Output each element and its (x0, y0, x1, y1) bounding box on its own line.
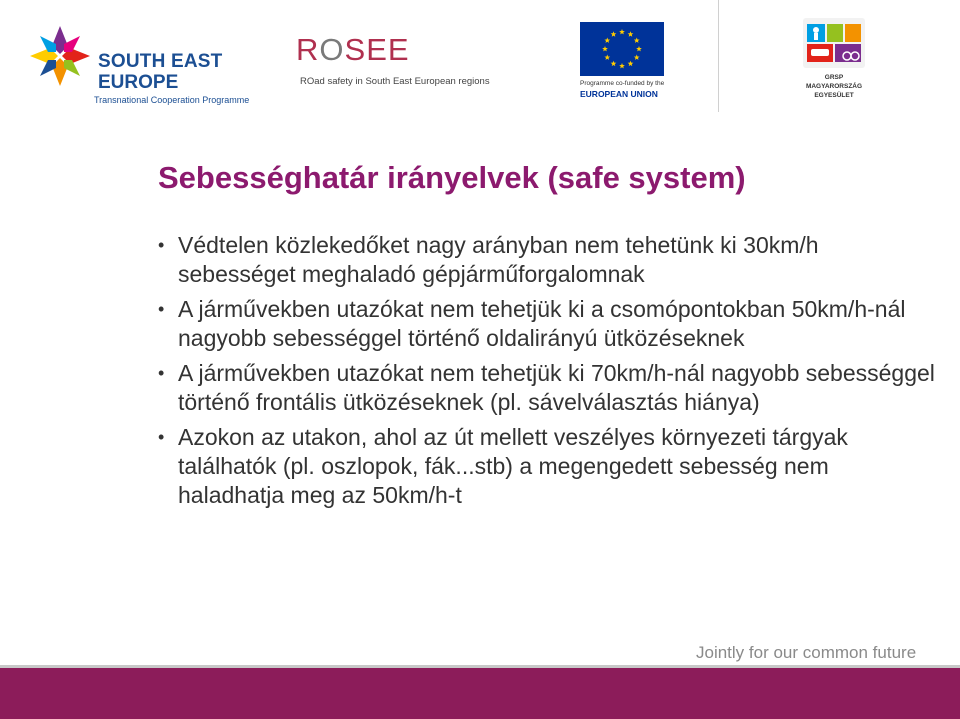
bullet-dot-icon: • (158, 299, 165, 319)
eu-star-icon (636, 46, 642, 51)
bullet-dot-icon: • (158, 427, 165, 447)
eu-star-icon (604, 38, 610, 43)
bullet-item (158, 359, 938, 417)
bullet-dot-icon: • (158, 363, 165, 383)
rosee-logo (296, 32, 506, 92)
eu-star-icon (634, 38, 640, 43)
eu-cofunded-text: Programme co-funded by the (580, 80, 665, 87)
bullet-text: A járművekben utazókat nem tehetjük ki 70km/h-nál nagyobb sebességgel történő frontális ütközéseknek (pl. sávelválasztás hiánya) (178, 360, 935, 415)
grsp-traffic-icon (803, 18, 865, 68)
eu-star-icon (602, 46, 608, 51)
rosee-title (296, 32, 410, 68)
grsp-line2: MAGYARORSZÁG (805, 83, 863, 90)
eu-star-icon (604, 55, 610, 60)
rosee-title-a: R (296, 32, 320, 67)
bullet-item (158, 295, 938, 353)
bullet-text: Azokon az utakon, ahol az út mellett veszélyes környezeti tárgyak találhatók (pl. oszlopok, fák...stb) a megengedett sebesség nem haladhatja meg az 50km/h-t (178, 424, 848, 508)
header-divider (718, 0, 719, 112)
see-logo-line3: Transnational Cooperation Programme (94, 95, 250, 105)
bullet-dot-icon: • (158, 235, 165, 255)
bullet-item (158, 231, 938, 289)
bullet-item (158, 423, 938, 510)
footer-tagline: Jointly for our common future (696, 643, 917, 662)
bullet-text: A járművekben utazókat nem tehetjük ki a csomópontokban 50km/h-nál nagyobb sebességgel történő oldalirányú ütközéseknek (178, 296, 906, 351)
grsp-logo (794, 18, 874, 104)
rosee-subtitle: ROad safety in South East European regions (300, 76, 490, 87)
see-logo-line2: EUROPE (98, 72, 179, 93)
eu-star-icon (619, 63, 625, 68)
eu-star-icon (611, 61, 617, 66)
footer-bar (0, 668, 960, 719)
grsp-line3: EGYESÜLET (814, 92, 854, 99)
see-star-logo-icon (28, 24, 92, 88)
eu-stars-icon (580, 22, 664, 76)
south-east-europe-logo (24, 22, 250, 105)
rosee-title-o: O (319, 32, 345, 67)
slide-title: Sebességhatár irányelvek (safe system) (158, 160, 746, 195)
grsp-line1: GRSP (824, 74, 844, 81)
bullet-list (158, 231, 938, 516)
rosee-title-b: SEE (344, 32, 410, 67)
eu-star-icon (634, 55, 640, 60)
eu-union-text: EUROPEAN UNION (580, 89, 658, 99)
see-logo-line1: SOUTH EAST (98, 51, 223, 72)
eu-logo (580, 22, 670, 100)
bullet-text: Védtelen közlekedőket nagy arányban nem tehetünk ki 30km/h sebességet meghaladó gépjárműforgalomnak (178, 232, 819, 287)
eu-star-icon (611, 31, 617, 36)
eu-flag-icon (580, 22, 664, 76)
eu-star-icon (628, 61, 634, 66)
eu-star-icon (628, 31, 634, 36)
eu-star-icon (619, 29, 625, 34)
